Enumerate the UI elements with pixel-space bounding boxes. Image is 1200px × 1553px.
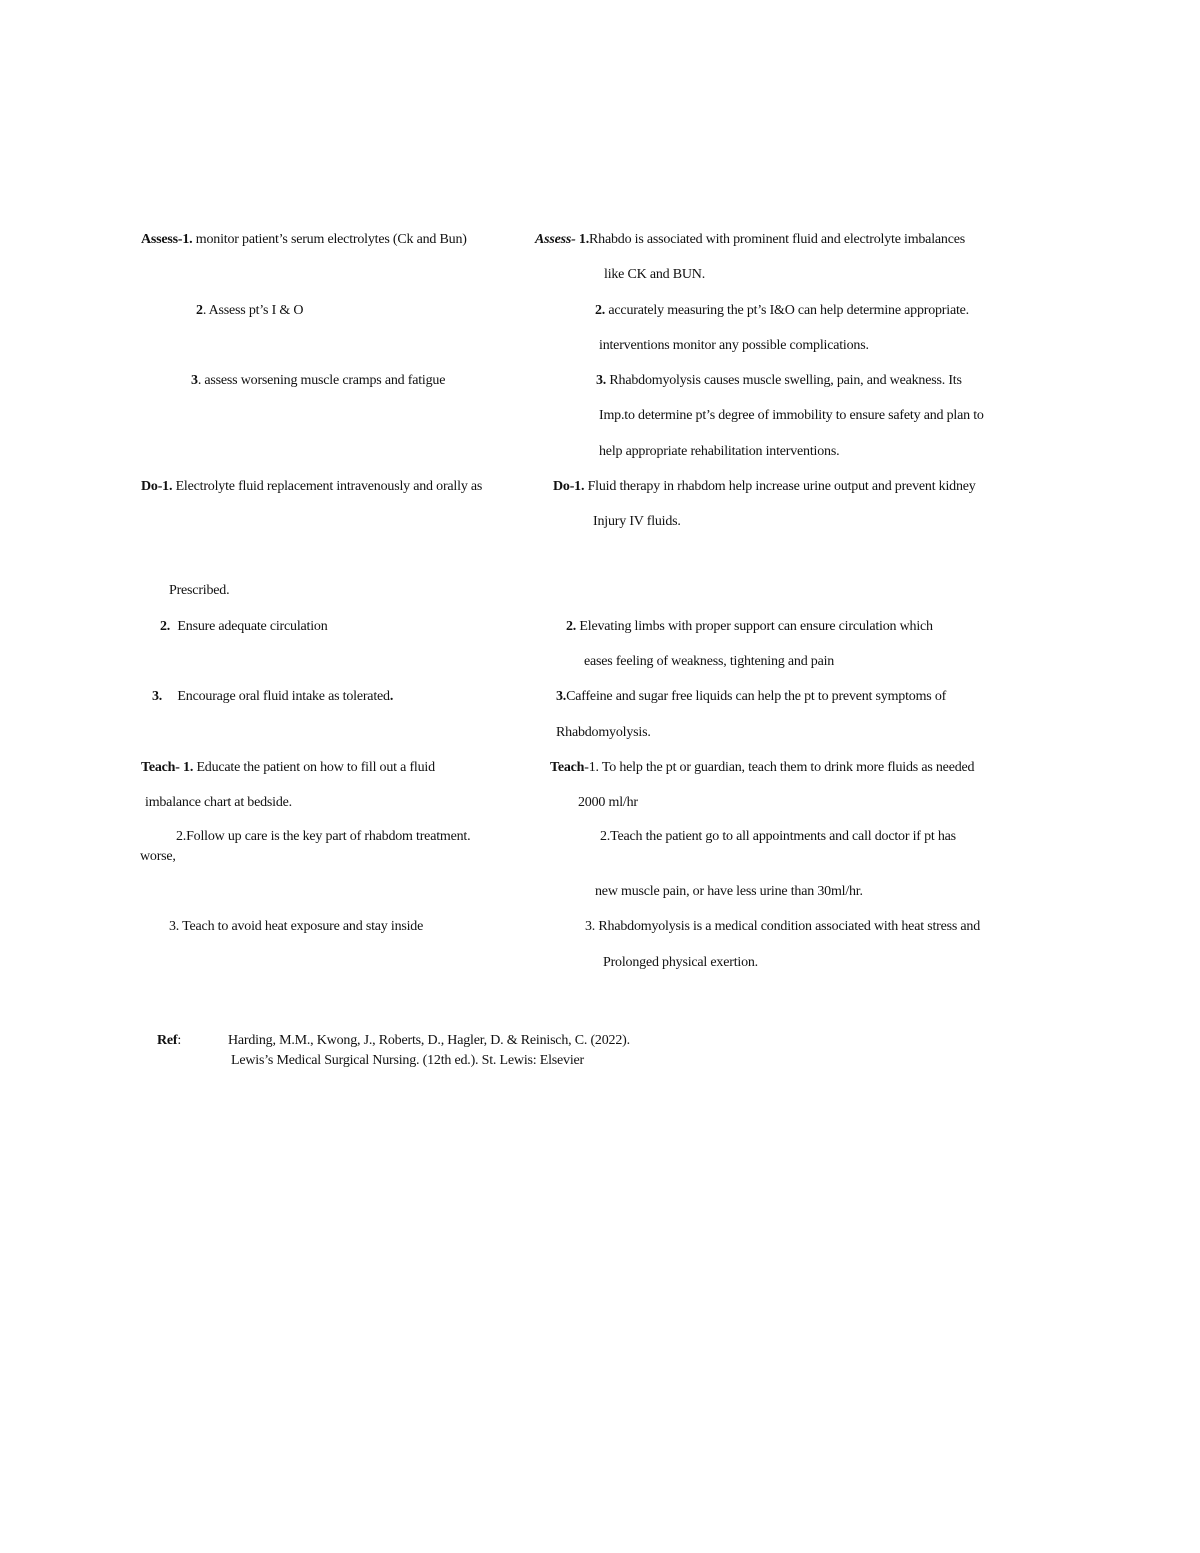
right-do-1-cont: Injury IV fluids.	[593, 514, 681, 529]
right-assess-3-text: Rhabdomyolysis causes muscle swelling, pain, and weakness. Its	[606, 373, 962, 388]
right-assess-3	[596, 372, 962, 390]
left-assess-2-text: . Assess pt’s I & O	[202, 303, 304, 318]
left-do-label: Do-1.	[141, 479, 173, 494]
left-teach-3: 3. Teach to avoid heat exposure and stay inside	[169, 919, 424, 934]
right-assess-label: Assess-	[535, 232, 576, 247]
right-assess-3-num: 3.	[596, 373, 607, 388]
right-do-3	[556, 688, 946, 706]
reference-label-text: Ref	[157, 1033, 178, 1048]
right-assess-2-num: 2.	[595, 303, 606, 318]
reference-label	[157, 1032, 181, 1050]
right-teach-2-cont: new muscle pain, or have less urine than 30ml/hr.	[595, 884, 863, 899]
left-assess-2-num: 2	[196, 303, 203, 318]
right-do-2-num: 2.	[566, 619, 577, 634]
right-do-3-cont: Rhabdomyolysis.	[556, 725, 651, 740]
reference-colon: :	[177, 1033, 182, 1048]
right-assess-1	[535, 231, 965, 249]
right-do-2-text: Elevating limbs with proper support can ensure circulation which	[576, 619, 933, 634]
right-do-1-text: Fluid therapy in rhabdom help increase urine output and prevent kidney	[584, 479, 976, 494]
right-assess-1-cont: like CK and BUN.	[604, 267, 706, 282]
left-do-3	[152, 688, 393, 706]
left-teach-1-text: Educate the patient on how to fill out a fluid	[193, 760, 435, 775]
right-teach-2: 2.Teach the patient go to all appointments and call doctor if pt has	[600, 829, 956, 844]
left-assess-2	[196, 302, 303, 320]
right-assess-2-cont: interventions monitor any possible complications.	[599, 338, 869, 353]
reference-line-2: Lewis’s Medical Surgical Nursing. (12th ed.). St. Lewis: Elsevier	[231, 1053, 585, 1068]
left-teach-1-cont: imbalance chart at bedside.	[145, 795, 292, 810]
left-teach-1	[141, 759, 435, 777]
right-assess-3-cont2: help appropriate rehabilitation interventions.	[599, 444, 840, 459]
left-assess-3-num: 3	[191, 373, 198, 388]
left-teach-2: 2.Follow up care is the key part of rhabdom treatment.	[176, 829, 471, 844]
right-assess-1-text: Rhabdo is associated with prominent fluid and electrolyte imbalances	[589, 232, 965, 247]
left-assess-3-text: . assess worsening muscle cramps and fatigue	[197, 373, 446, 388]
right-do-2	[566, 618, 933, 636]
left-do-2-num: 2.	[160, 619, 171, 634]
left-teach-2-cont: worse,	[140, 849, 176, 864]
right-assess-num: 1.	[575, 232, 590, 247]
right-teach-3: 3. Rhabdomyolysis is a medical condition associated with heat stress and	[585, 919, 981, 934]
left-assess-1-text: monitor patient’s serum electrolytes (Ck and Bun)	[192, 232, 467, 247]
left-do-1-cont: Prescribed.	[169, 583, 230, 598]
left-do-3-num: 3.	[152, 689, 163, 704]
right-teach-1-cont: 2000 ml/hr	[578, 795, 638, 810]
right-teach-1	[550, 759, 974, 777]
right-do-label: Do-1.	[553, 479, 585, 494]
left-assess-label: Assess-1.	[141, 232, 193, 247]
right-do-3-num: 3.	[556, 689, 567, 704]
right-assess-3-cont1: Imp.to determine pt’s degree of immobility to ensure safety and plan to	[599, 408, 984, 423]
left-assess-3	[191, 372, 445, 390]
right-do-2-cont: eases feeling of weakness, tightening and pain	[584, 654, 835, 669]
right-assess-2	[595, 302, 969, 320]
right-teach-label: Teach	[550, 760, 585, 775]
left-teach-label: Teach- 1.	[141, 760, 194, 775]
left-do-3-text: Encourage oral fluid intake as tolerated	[177, 689, 390, 704]
left-do-1	[141, 478, 482, 496]
left-do-3-end: .	[389, 689, 394, 704]
right-do-1	[553, 478, 976, 496]
right-teach-1-text: -1. To help the pt or guardian, teach them to drink more fluids as needed	[584, 760, 975, 775]
left-do-2-text: Ensure adequate circulation	[177, 619, 328, 634]
right-do-3-text: Caffeine and sugar free liquids can help the pt to prevent symptoms of	[566, 689, 947, 704]
reference-line-1: Harding, M.M., Kwong, J., Roberts, D., Hagler, D. & Reinisch, C. (2022).	[228, 1033, 630, 1048]
left-do-1-text: Electrolyte fluid replacement intravenously and orally as	[172, 479, 483, 494]
left-do-2	[160, 618, 328, 636]
right-teach-3-cont: Prolonged physical exertion.	[603, 955, 758, 970]
right-assess-2-text: accurately measuring the pt’s I&O can help determine appropriate.	[605, 303, 969, 318]
left-assess-1	[141, 231, 467, 249]
